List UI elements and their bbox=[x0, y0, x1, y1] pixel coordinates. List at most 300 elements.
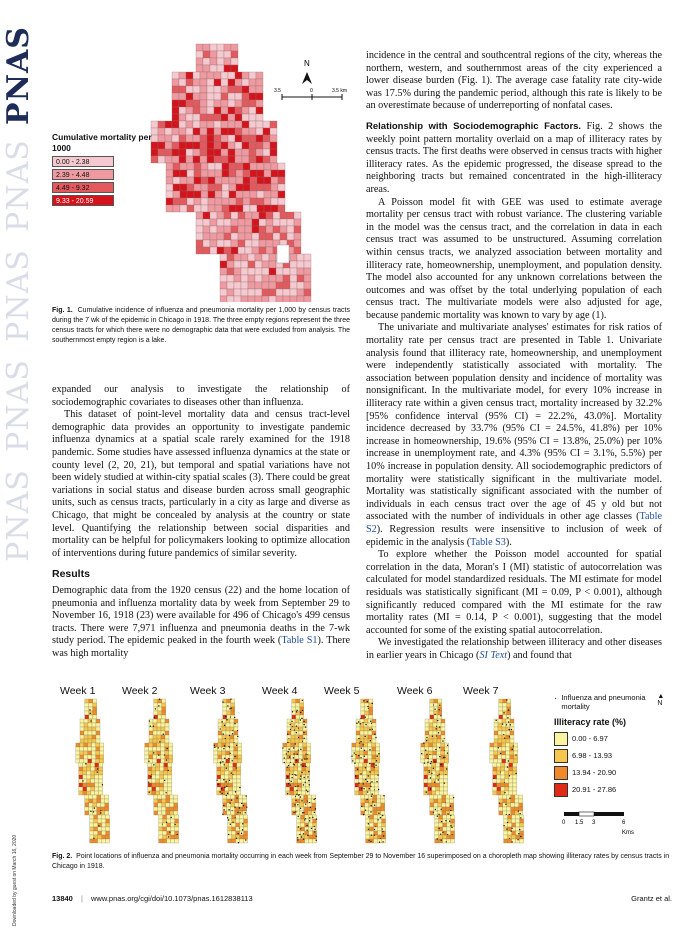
census-tract bbox=[175, 827, 179, 831]
census-tract bbox=[99, 791, 103, 795]
census-tract bbox=[229, 191, 236, 198]
census-tract bbox=[222, 759, 226, 763]
census-tract bbox=[168, 771, 172, 775]
census-tract bbox=[224, 212, 231, 219]
census-tract bbox=[447, 815, 451, 819]
census-tract bbox=[173, 191, 180, 198]
census-tract bbox=[507, 807, 511, 811]
census-tract bbox=[196, 58, 203, 65]
census-tract bbox=[91, 783, 95, 787]
mortality-point bbox=[231, 772, 232, 773]
census-tract bbox=[179, 86, 186, 93]
census-tract bbox=[148, 763, 152, 767]
mortality-point bbox=[225, 781, 226, 782]
census-tract bbox=[513, 787, 517, 791]
mortality-point bbox=[159, 741, 160, 742]
census-tract bbox=[220, 289, 227, 296]
census-tract bbox=[438, 707, 442, 711]
census-tract bbox=[231, 212, 238, 219]
mortality-point bbox=[371, 781, 372, 782]
census-tract bbox=[154, 811, 158, 815]
census-tract bbox=[172, 100, 179, 107]
mortality-point bbox=[236, 797, 237, 798]
mortality-point bbox=[241, 833, 242, 834]
census-tract bbox=[510, 731, 514, 735]
census-tract bbox=[435, 831, 439, 835]
table-s1-link[interactable]: Table S1 bbox=[281, 635, 318, 647]
census-tract bbox=[382, 823, 386, 827]
census-tract bbox=[276, 289, 283, 296]
census-tract bbox=[236, 198, 243, 205]
census-tract bbox=[283, 289, 290, 296]
census-tract bbox=[307, 743, 311, 747]
mortality-point bbox=[226, 719, 227, 720]
census-tract bbox=[280, 219, 287, 226]
census-tract bbox=[210, 65, 217, 72]
census-tract bbox=[105, 799, 109, 803]
census-tract bbox=[370, 819, 374, 823]
census-tract bbox=[244, 827, 248, 831]
si-text-link[interactable]: SI Text bbox=[479, 649, 508, 661]
census-tract bbox=[214, 93, 221, 100]
census-tract bbox=[224, 226, 231, 233]
census-tract bbox=[436, 783, 440, 787]
mortality-point bbox=[371, 796, 372, 797]
mortality-point bbox=[305, 803, 306, 804]
census-tract bbox=[163, 827, 167, 831]
census-tract bbox=[377, 807, 381, 811]
census-tract bbox=[446, 807, 450, 811]
mortality-point bbox=[371, 805, 372, 806]
mortality-point bbox=[371, 834, 372, 835]
mortality-point bbox=[437, 720, 438, 721]
census-tract bbox=[223, 707, 227, 711]
mortality-point bbox=[232, 821, 233, 822]
mortality-point bbox=[378, 813, 379, 814]
census-tract bbox=[493, 783, 497, 787]
census-tract bbox=[234, 289, 241, 296]
census-tract bbox=[498, 735, 502, 739]
census-tract bbox=[221, 791, 225, 795]
census-tract bbox=[515, 807, 519, 811]
census-tract bbox=[229, 170, 236, 177]
census-tract bbox=[236, 827, 240, 831]
census-tract bbox=[308, 795, 312, 799]
census-tract bbox=[85, 699, 89, 703]
census-tract bbox=[225, 763, 229, 767]
census-tract bbox=[85, 715, 89, 719]
census-tract bbox=[502, 735, 506, 739]
census-tract bbox=[374, 839, 378, 843]
census-tract bbox=[223, 703, 227, 707]
mortality-point bbox=[166, 748, 167, 749]
census-tract bbox=[366, 835, 370, 839]
census-tract bbox=[153, 719, 157, 723]
census-tract bbox=[187, 198, 194, 205]
census-tract bbox=[229, 775, 233, 779]
mortality-point bbox=[159, 698, 160, 699]
census-tract bbox=[162, 715, 166, 719]
legend-item: 6.98 - 13.93 bbox=[554, 747, 664, 764]
census-tract bbox=[175, 819, 179, 823]
census-tract bbox=[266, 219, 273, 226]
census-tract bbox=[499, 707, 503, 711]
census-tract bbox=[88, 747, 92, 751]
mortality-point bbox=[421, 753, 422, 754]
census-tract bbox=[218, 751, 222, 755]
census-tract bbox=[508, 823, 512, 827]
census-tract bbox=[437, 723, 441, 727]
census-tract bbox=[145, 747, 149, 751]
census-tract bbox=[440, 791, 444, 795]
census-tract bbox=[286, 779, 290, 783]
census-tract bbox=[263, 149, 270, 156]
census-tract bbox=[228, 142, 235, 149]
census-tract bbox=[507, 711, 511, 715]
census-tract bbox=[512, 819, 516, 823]
census-tract bbox=[89, 803, 93, 807]
mortality-point bbox=[519, 829, 520, 830]
census-tract bbox=[262, 289, 269, 296]
census-tract bbox=[88, 723, 92, 727]
census-tract bbox=[174, 799, 178, 803]
mortality-point bbox=[360, 757, 361, 758]
census-tract bbox=[164, 775, 168, 779]
mortality-point bbox=[357, 769, 358, 770]
census-tract bbox=[424, 767, 428, 771]
census-tract bbox=[290, 791, 294, 795]
census-tract bbox=[276, 268, 283, 275]
census-tract bbox=[165, 149, 172, 156]
paragraph: To explore whether the Poisson model accounted for spatial correlation in the data, Moran's I (MI) statistic of autocorrelation was calculated for model standardized residuals. The MI estimate for model residuals was statistically significant (MI = 0.09, P < 0.001), although significantly reduced compared with the MI estimate for the raw mortality rates (MI = 0.14, P < 0.001), suggesting that the model accounted for some of the existing spatial autocorrelation. bbox=[366, 549, 662, 636]
census-tract bbox=[297, 289, 304, 296]
census-tract bbox=[214, 114, 221, 121]
week-label: Week 6 bbox=[397, 685, 433, 697]
census-tract bbox=[511, 795, 515, 799]
census-tract bbox=[243, 177, 250, 184]
census-tract bbox=[359, 775, 363, 779]
census-tract bbox=[179, 100, 186, 107]
census-tract bbox=[79, 767, 83, 771]
census-tract bbox=[421, 755, 425, 759]
census-tract bbox=[359, 787, 363, 791]
census-tract bbox=[296, 807, 300, 811]
census-tract bbox=[98, 815, 102, 819]
table-s3-link[interactable]: Table S3 bbox=[470, 536, 506, 548]
census-tract bbox=[506, 719, 510, 723]
census-tract bbox=[201, 163, 208, 170]
census-tract bbox=[505, 779, 509, 783]
census-tract bbox=[290, 275, 297, 282]
census-tract bbox=[299, 727, 303, 731]
census-tract bbox=[232, 827, 236, 831]
census-tract bbox=[372, 747, 376, 751]
census-tract bbox=[179, 135, 186, 142]
mortality-point bbox=[361, 747, 362, 748]
census-tract bbox=[519, 807, 523, 811]
census-tract bbox=[218, 743, 222, 747]
mortality-point bbox=[236, 745, 237, 746]
census-tract bbox=[170, 811, 174, 815]
census-tract bbox=[494, 751, 498, 755]
census-tract bbox=[165, 743, 169, 747]
census-tract bbox=[510, 727, 514, 731]
census-tract bbox=[154, 799, 158, 803]
mortality-point bbox=[504, 737, 505, 738]
mortality-point bbox=[371, 793, 372, 794]
census-tract bbox=[214, 128, 221, 135]
census-tract bbox=[84, 759, 88, 763]
census-tract bbox=[229, 198, 236, 205]
census-tract bbox=[291, 739, 295, 743]
mortality-point bbox=[312, 817, 313, 818]
census-tract bbox=[502, 743, 506, 747]
census-tract bbox=[90, 827, 94, 831]
mortality-point bbox=[316, 836, 317, 837]
census-tract bbox=[370, 831, 374, 835]
mortality-point bbox=[292, 711, 293, 712]
mortality-point bbox=[370, 841, 371, 842]
census-tract bbox=[499, 711, 503, 715]
mortality-point bbox=[216, 780, 217, 781]
census-tract bbox=[179, 93, 186, 100]
census-tract bbox=[429, 755, 433, 759]
census-tract bbox=[369, 799, 373, 803]
mortality-point bbox=[358, 782, 359, 783]
mortality-point bbox=[307, 791, 308, 792]
census-tract bbox=[95, 771, 99, 775]
census-tract bbox=[252, 240, 259, 247]
census-tract bbox=[79, 791, 83, 795]
mortality-point bbox=[352, 760, 353, 761]
doi-link[interactable]: www.pnas.org/cgi/doi/10.1073/pnas.1612838113 bbox=[91, 894, 253, 903]
census-tract bbox=[241, 268, 248, 275]
paragraph: incidence in the central and southcentral regions of the city, whereas the northern, western, and southernmost areas of the city experienced a lower disease burden (Fig. 1). The average case fatality rate city-wide was 17.5% during the pandemic period, although this rate is likely to be an overestimate because of underreporting of nonfatal cases. bbox=[366, 50, 662, 112]
mortality-point bbox=[378, 789, 379, 790]
census-tract bbox=[242, 100, 249, 107]
mortality-point bbox=[305, 754, 306, 755]
census-tract bbox=[514, 751, 518, 755]
mortality-legend bbox=[52, 132, 162, 206]
census-tract bbox=[257, 184, 264, 191]
census-tract bbox=[80, 727, 84, 731]
census-tract bbox=[235, 72, 242, 79]
census-tract bbox=[161, 735, 165, 739]
census-tract bbox=[450, 795, 454, 799]
census-tract bbox=[307, 747, 311, 751]
census-tract bbox=[356, 731, 360, 735]
mortality-point bbox=[433, 768, 434, 769]
census-tract bbox=[83, 775, 87, 779]
census-tract bbox=[250, 205, 257, 212]
census-tract bbox=[240, 815, 244, 819]
mortality-point bbox=[97, 771, 98, 772]
mortality-point bbox=[316, 840, 317, 841]
mortality-point bbox=[503, 712, 504, 713]
census-tract bbox=[371, 791, 375, 795]
census-tract bbox=[186, 114, 193, 121]
census-tract bbox=[96, 719, 100, 723]
census-tract bbox=[162, 707, 166, 711]
census-tract bbox=[99, 779, 103, 783]
census-tract bbox=[507, 703, 511, 707]
census-tract bbox=[509, 767, 513, 771]
census-tract bbox=[506, 747, 510, 751]
census-tract bbox=[224, 44, 231, 51]
census-tract bbox=[359, 763, 363, 767]
census-tract bbox=[302, 767, 306, 771]
census-tract bbox=[513, 791, 517, 795]
census-tract bbox=[515, 799, 519, 803]
mortality-point bbox=[298, 794, 299, 795]
census-tract bbox=[196, 51, 203, 58]
mortality-point bbox=[431, 761, 432, 762]
census-tract bbox=[168, 763, 172, 767]
census-tract bbox=[243, 205, 250, 212]
census-tract bbox=[180, 177, 187, 184]
census-tract bbox=[270, 142, 277, 149]
census-tract bbox=[292, 715, 296, 719]
census-tract bbox=[200, 107, 207, 114]
mortality-point bbox=[509, 798, 510, 799]
census-tract bbox=[263, 128, 270, 135]
census-tract bbox=[256, 72, 263, 79]
legend-item: 9.33 - 20.59 bbox=[52, 195, 162, 206]
census-tract bbox=[248, 282, 255, 289]
census-tract bbox=[165, 731, 169, 735]
mortality-point bbox=[304, 819, 305, 820]
census-tract bbox=[96, 747, 100, 751]
census-tract bbox=[200, 135, 207, 142]
mortality-point bbox=[85, 763, 86, 764]
census-tract bbox=[494, 731, 498, 735]
census-tract bbox=[503, 807, 507, 811]
mortality-point bbox=[426, 791, 427, 792]
table-s2-link[interactable]: Table S2 bbox=[366, 511, 662, 535]
census-tract bbox=[106, 827, 110, 831]
census-tract bbox=[505, 771, 509, 775]
census-tract bbox=[295, 755, 299, 759]
mortality-point bbox=[165, 792, 166, 793]
mortality-point bbox=[365, 767, 366, 768]
census-tract bbox=[428, 775, 432, 779]
mortality-point bbox=[443, 757, 444, 758]
census-tract bbox=[235, 121, 242, 128]
census-tract bbox=[157, 735, 161, 739]
census-tract bbox=[165, 128, 172, 135]
mortality-point bbox=[430, 763, 431, 764]
census-tract bbox=[221, 156, 228, 163]
census-tract bbox=[497, 775, 501, 779]
census-tract bbox=[434, 703, 438, 707]
census-tract bbox=[172, 149, 179, 156]
census-tract bbox=[208, 191, 215, 198]
census-tract bbox=[165, 121, 172, 128]
mortality-point bbox=[515, 754, 516, 755]
census-tract bbox=[208, 184, 215, 191]
census-tract bbox=[236, 170, 243, 177]
census-tract bbox=[510, 755, 514, 759]
census-tract bbox=[520, 835, 524, 839]
census-tract bbox=[87, 775, 91, 779]
census-tract bbox=[149, 735, 153, 739]
census-tract bbox=[516, 815, 520, 819]
census-tract bbox=[101, 803, 105, 807]
census-tract bbox=[180, 184, 187, 191]
census-tract bbox=[200, 142, 207, 149]
census-tract bbox=[214, 142, 221, 149]
paragraph: Demographic data from the 1920 census (22) and the home location of pneumonia and influenza mortality data by week from September 29 to November 16, 1918 (23) were available for 496 of Chicago's 499 census tracts. There were 7,971 influenza and pneumonia deaths in the 7-wk study period. The epidemic peaked in the fourth week (Table S1). There was high mortality bbox=[52, 584, 350, 659]
mortality-point bbox=[500, 753, 501, 754]
census-tract bbox=[76, 759, 80, 763]
census-tract bbox=[513, 775, 517, 779]
census-tract bbox=[515, 803, 519, 807]
mortality-point bbox=[311, 828, 312, 829]
census-tract bbox=[233, 775, 237, 779]
census-tract bbox=[218, 739, 222, 743]
census-tract bbox=[291, 755, 295, 759]
census-tract bbox=[291, 759, 295, 763]
census-tract bbox=[499, 799, 503, 803]
census-tract bbox=[241, 261, 248, 268]
mortality-point bbox=[284, 762, 285, 763]
census-tract bbox=[237, 767, 241, 771]
census-tract bbox=[90, 823, 94, 827]
census-tract bbox=[424, 787, 428, 791]
mortality-point bbox=[301, 836, 302, 837]
census-tract bbox=[292, 807, 296, 811]
census-tract bbox=[186, 128, 193, 135]
mortality-point bbox=[242, 829, 243, 830]
census-tract bbox=[509, 791, 513, 795]
census-tract bbox=[85, 795, 89, 799]
census-tract bbox=[252, 212, 259, 219]
census-tract bbox=[499, 703, 503, 707]
census-tract bbox=[229, 787, 233, 791]
mortality-point bbox=[430, 788, 431, 789]
census-tract bbox=[159, 835, 163, 839]
census-tract bbox=[262, 275, 269, 282]
census-tract bbox=[179, 79, 186, 86]
census-tract bbox=[236, 831, 240, 835]
census-tract bbox=[301, 831, 305, 835]
mortality-point bbox=[296, 710, 297, 711]
census-tract bbox=[152, 767, 156, 771]
census-tract bbox=[80, 731, 84, 735]
census-tract bbox=[229, 783, 233, 787]
census-tract bbox=[217, 240, 224, 247]
census-tract bbox=[510, 719, 514, 723]
census-tract bbox=[186, 156, 193, 163]
census-tract bbox=[214, 755, 218, 759]
mortality-point bbox=[370, 721, 371, 722]
mortality-point bbox=[374, 734, 375, 735]
census-tract bbox=[186, 100, 193, 107]
census-tract bbox=[505, 775, 509, 779]
mortality-point bbox=[300, 719, 301, 720]
census-tract bbox=[92, 747, 96, 751]
census-tract bbox=[93, 715, 97, 719]
census-tract bbox=[88, 751, 92, 755]
census-tract bbox=[499, 699, 503, 703]
census-tract bbox=[171, 831, 175, 835]
census-tract bbox=[165, 755, 169, 759]
census-tract bbox=[444, 787, 448, 791]
mortality-point bbox=[437, 838, 438, 839]
census-tract bbox=[428, 783, 432, 787]
mortality-point bbox=[368, 829, 369, 830]
census-tract bbox=[161, 719, 165, 723]
